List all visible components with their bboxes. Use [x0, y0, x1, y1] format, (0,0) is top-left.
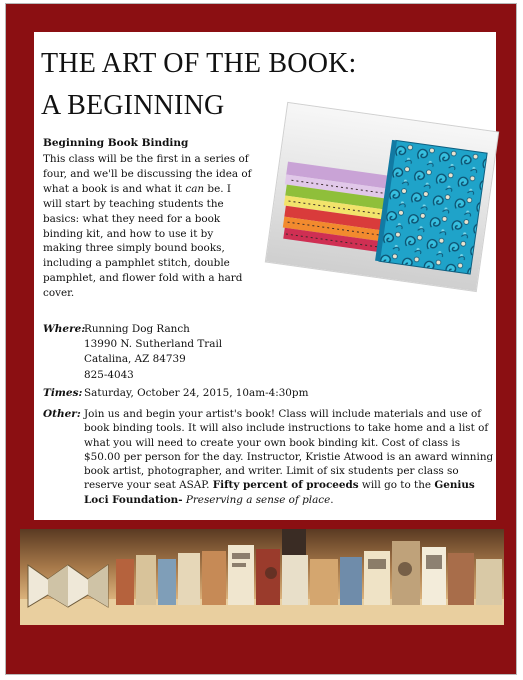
flyer-border	[6, 4, 516, 674]
foundation-tagline: Preserving a sense of place	[182, 493, 331, 506]
other-details	[84, 407, 494, 507]
class-description-part1: This class will be the first in a series of four, and we'll be discussing the idea of what a book is and what it	[43, 153, 252, 195]
class-description-part2: be. I will start by teaching students the basics: what they need for a book binding kit, and how to use it by making three simply bound books, including a pamphlet stitch, double pamphlet, and flower fold with a hard cover.	[43, 182, 243, 300]
class-description	[43, 152, 253, 301]
location-name: Running Dog Ranch	[84, 323, 190, 335]
other-details-part2: will go to the	[358, 479, 435, 492]
artist-books-display-illustration	[20, 529, 504, 625]
flyer-title-line1: THE ART OF THE BOOK:	[41, 48, 357, 79]
foundation-name: Genius Loci Foundation-	[84, 479, 475, 506]
location-details	[84, 322, 222, 383]
bound-books-illustration	[266, 103, 498, 291]
where-label: Where:	[43, 323, 86, 335]
location-street: 13990 N. Sutherland Trail	[84, 338, 223, 351]
flyer-title-line2: A BEGINNING	[41, 90, 225, 121]
other-details-end: .	[330, 493, 334, 506]
times-label: Times:	[43, 387, 83, 399]
location-city: Catalina, AZ 84739	[84, 353, 186, 366]
other-details-part1: Join us and begin your artist's book! Class will include materials and use of book binding tools. It will also include instructions to take home and a list of what you will need to create your own book binding kit. Cost of class is $50.00 per person for the day. Instructor, Kristie Atwood is an award winning book artist, photographer, and writer. Limit of six students per class so reserve your seat ASAP.	[84, 408, 494, 492]
bound-books-photo	[266, 103, 498, 291]
class-description-emphasis: can	[185, 182, 205, 195]
class-subheading: Beginning Book Binding	[43, 137, 189, 149]
other-label: Other:	[43, 408, 81, 420]
times-text: Saturday, October 24, 2015, 10am-4:30pm	[84, 387, 309, 399]
location-phone: 825-4043	[84, 368, 134, 381]
flyer-content-panel	[34, 32, 496, 520]
proceeds-highlight: Fifty percent of proceeds	[212, 479, 359, 492]
artist-books-banner-photo	[20, 529, 504, 625]
